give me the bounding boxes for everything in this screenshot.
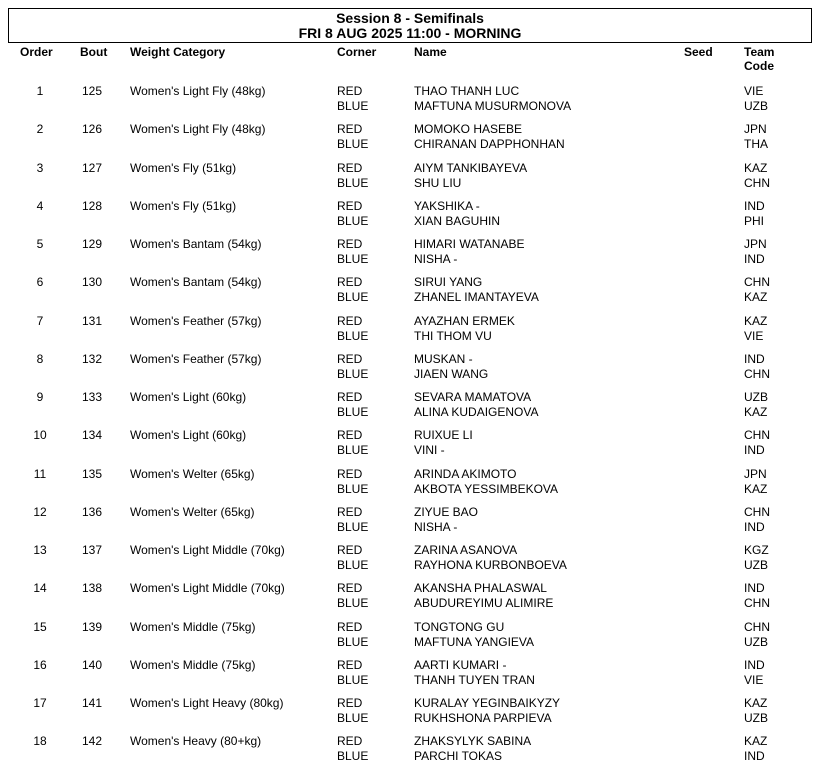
blue-boxer-name: ALINA KUDAIGENOVA (414, 405, 539, 419)
weight-category: Women's Light Middle (70kg) (130, 581, 285, 595)
header-weight-category: Weight Category (130, 45, 226, 59)
bout-number: 131 (81, 314, 103, 328)
header-seed: Seed (684, 45, 713, 59)
blue-team-code: CHN (744, 176, 770, 190)
order-cell: 8 (36, 352, 44, 366)
red-team-code: IND (744, 581, 765, 595)
blue-boxer-name: RUKHSHONA PARPIEVA (414, 711, 552, 725)
blue-team-code: KAZ (744, 405, 768, 419)
header-team-code: Team Code (744, 45, 775, 73)
order-cell: 2 (36, 122, 44, 136)
red-boxer-name: RUIXUE LI (414, 428, 473, 442)
blue-boxer-name: NISHA - (414, 252, 458, 266)
bout-number: 132 (81, 352, 103, 366)
blue-boxer-name: AKBOTA YESSIMBEKOVA (414, 482, 559, 496)
order-cell: 3 (36, 161, 44, 175)
session-date-line: FRI 8 AUG 2025 11:00 - MORNING (298, 25, 522, 41)
blue-corner-label: BLUE (337, 329, 369, 343)
blue-corner-label: BLUE (337, 367, 369, 381)
red-team-code: CHN (744, 505, 770, 519)
order-cell: 1 (36, 84, 44, 98)
order-cell: 9 (36, 390, 44, 404)
blue-corner-label: BLUE (337, 520, 369, 534)
weight-category: Women's Feather (57kg) (130, 352, 262, 366)
bout-number: 142 (81, 734, 103, 748)
red-boxer-name: SEVARA MAMATOVA (414, 390, 532, 404)
order-cell: 5 (36, 237, 44, 251)
blue-boxer-name: RAYHONA KURBONBOEVA (414, 558, 567, 572)
blue-team-code: IND (744, 520, 765, 534)
bout-number: 133 (81, 390, 103, 404)
bout-number: 125 (81, 84, 103, 98)
bout-number: 138 (81, 581, 103, 595)
order-cell: 10 (33, 428, 47, 442)
weight-category: Women's Fly (51kg) (130, 199, 237, 213)
red-boxer-name: ARINDA AKIMOTO (414, 467, 517, 481)
weight-category: Women's Bantam (54kg) (130, 237, 262, 251)
session-title: Session 8 - Semifinals (336, 10, 484, 26)
weight-category: Women's Welter (65kg) (130, 467, 255, 481)
blue-corner-label: BLUE (337, 99, 369, 113)
weight-category: Women's Welter (65kg) (130, 505, 255, 519)
blue-corner-label: BLUE (337, 137, 369, 151)
order-cell: 11 (33, 467, 47, 481)
blue-corner-label: BLUE (337, 596, 369, 610)
red-corner-label: RED (337, 734, 363, 748)
blue-team-code: IND (744, 749, 765, 763)
red-team-code: UZB (744, 390, 768, 404)
red-corner-label: RED (337, 275, 363, 289)
red-team-code: JPN (744, 467, 767, 481)
bout-number: 141 (81, 696, 103, 710)
weight-category: Women's Middle (75kg) (130, 658, 256, 672)
blue-team-code: UZB (744, 558, 768, 572)
weight-category: Women's Light (60kg) (130, 390, 247, 404)
blue-team-code: PHI (744, 214, 765, 228)
red-boxer-name: ZHAKSYLYK SABINA (414, 734, 532, 748)
order-cell: 16 (33, 658, 47, 672)
blue-team-code: IND (744, 252, 765, 266)
blue-boxer-name: XIAN BAGUHIN (414, 214, 501, 228)
bout-number: 127 (81, 161, 103, 175)
blue-team-code: UZB (744, 635, 768, 649)
red-corner-label: RED (337, 237, 363, 251)
blue-team-code: VIE (744, 673, 764, 687)
blue-boxer-name: PARCHI TOKAS (414, 749, 503, 763)
blue-corner-label: BLUE (337, 176, 369, 190)
bout-number: 128 (81, 199, 103, 213)
bout-number: 139 (81, 620, 103, 634)
blue-corner-label: BLUE (337, 749, 369, 763)
order-cell: 7 (36, 314, 44, 328)
header-bout: Bout (80, 45, 108, 59)
header-order: Order (20, 45, 53, 59)
blue-team-code: KAZ (744, 290, 768, 304)
blue-boxer-name: CHIRANAN DAPPHONHAN (414, 137, 565, 151)
blue-boxer-name: ABUDUREYIMU ALIMIRE (414, 596, 554, 610)
blue-team-code: VIE (744, 329, 764, 343)
red-boxer-name: AYAZHAN ERMEK (414, 314, 515, 328)
blue-boxer-name: MAFTUNA MUSURMONOVA (414, 99, 572, 113)
bout-number: 129 (81, 237, 103, 251)
order-cell: 4 (36, 199, 44, 213)
red-corner-label: RED (337, 122, 363, 136)
red-boxer-name: YAKSHIKA - (414, 199, 480, 213)
weight-category: Women's Feather (57kg) (130, 314, 262, 328)
blue-boxer-name: JIAEN WANG (414, 367, 489, 381)
header-corner: Corner (337, 45, 377, 59)
session-title-box (8, 8, 812, 43)
red-corner-label: RED (337, 696, 363, 710)
blue-corner-label: BLUE (337, 252, 369, 266)
blue-boxer-name: NISHA - (414, 520, 458, 534)
blue-corner-label: BLUE (337, 673, 369, 687)
red-corner-label: RED (337, 505, 363, 519)
order-cell: 13 (33, 543, 47, 557)
blue-corner-label: BLUE (337, 290, 369, 304)
bout-number: 135 (81, 467, 103, 481)
red-team-code: IND (744, 352, 765, 366)
red-team-code: CHN (744, 620, 770, 634)
blue-team-code: THA (744, 137, 768, 151)
red-corner-label: RED (337, 467, 363, 481)
weight-category: Women's Light Fly (48kg) (130, 84, 266, 98)
blue-corner-label: BLUE (337, 482, 369, 496)
red-team-code: KAZ (744, 696, 768, 710)
red-team-code: KAZ (744, 161, 768, 175)
blue-team-code: CHN (744, 367, 770, 381)
red-team-code: CHN (744, 428, 770, 442)
bout-number: 130 (81, 275, 103, 289)
blue-team-code: KAZ (744, 482, 768, 496)
weight-category: Women's Light Heavy (80kg) (130, 696, 284, 710)
red-boxer-name: MUSKAN - (414, 352, 473, 366)
red-team-code: IND (744, 199, 765, 213)
red-corner-label: RED (337, 620, 363, 634)
weight-category: Women's Light Middle (70kg) (130, 543, 285, 557)
blue-boxer-name: SHU LIU (414, 176, 462, 190)
red-boxer-name: AKANSHA PHALASWAL (414, 581, 547, 595)
weight-category: Women's Middle (75kg) (130, 620, 256, 634)
red-corner-label: RED (337, 84, 363, 98)
order-cell: 17 (33, 696, 47, 710)
blue-boxer-name: THI THOM VU (414, 329, 492, 343)
blue-team-code: UZB (744, 711, 768, 725)
blue-team-code: IND (744, 443, 765, 457)
red-team-code: CHN (744, 275, 770, 289)
blue-corner-label: BLUE (337, 558, 369, 572)
red-boxer-name: MOMOKO HASEBE (414, 122, 523, 136)
red-corner-label: RED (337, 428, 363, 442)
order-cell: 6 (36, 275, 44, 289)
red-corner-label: RED (337, 314, 363, 328)
red-corner-label: RED (337, 390, 363, 404)
blue-boxer-name: ZHANEL IMANTAYEVA (414, 290, 539, 304)
blue-corner-label: BLUE (337, 405, 369, 419)
blue-corner-label: BLUE (337, 214, 369, 228)
bout-number: 140 (81, 658, 103, 672)
bout-number: 134 (81, 428, 103, 442)
header-name: Name (414, 45, 447, 59)
weight-category: Women's Bantam (54kg) (130, 275, 262, 289)
bout-number: 137 (81, 543, 103, 557)
blue-corner-label: BLUE (337, 711, 369, 725)
red-corner-label: RED (337, 161, 363, 175)
red-boxer-name: AIYM TANKIBAYEVA (414, 161, 528, 175)
red-boxer-name: HIMARI WATANABE (414, 237, 525, 251)
red-corner-label: RED (337, 543, 363, 557)
red-corner-label: RED (337, 199, 363, 213)
red-team-code: IND (744, 658, 765, 672)
blue-corner-label: BLUE (337, 443, 369, 457)
red-boxer-name: SIRUI YANG (414, 275, 483, 289)
order-cell: 15 (33, 620, 47, 634)
red-team-code: KAZ (744, 734, 768, 748)
red-boxer-name: ZIYUE BAO (414, 505, 479, 519)
blue-team-code: CHN (744, 596, 770, 610)
red-boxer-name: ZARINA ASANOVA (414, 543, 518, 557)
red-corner-label: RED (337, 658, 363, 672)
blue-boxer-name: THANH TUYEN TRAN (414, 673, 535, 687)
red-team-code: JPN (744, 237, 767, 251)
blue-boxer-name: VINI - (414, 443, 445, 457)
red-boxer-name: AARTI KUMARI - (414, 658, 507, 672)
bout-number: 126 (81, 122, 103, 136)
red-corner-label: RED (337, 352, 363, 366)
blue-boxer-name: MAFTUNA YANGIEVA (414, 635, 535, 649)
red-team-code: KAZ (744, 314, 768, 328)
red-team-code: JPN (744, 122, 767, 136)
red-corner-label: RED (337, 581, 363, 595)
red-team-code: VIE (744, 84, 764, 98)
red-boxer-name: KURALAY YEGINBAIKYZY (414, 696, 561, 710)
red-team-code: KGZ (744, 543, 769, 557)
bout-number: 136 (81, 505, 103, 519)
weight-category: Women's Light Fly (48kg) (130, 122, 266, 136)
order-cell: 14 (33, 581, 47, 595)
weight-category: Women's Heavy (80+kg) (130, 734, 262, 748)
red-boxer-name: THAO THANH LUC (414, 84, 520, 98)
weight-category: Women's Light (60kg) (130, 428, 247, 442)
blue-corner-label: BLUE (337, 635, 369, 649)
order-cell: 12 (33, 505, 47, 519)
weight-category: Women's Fly (51kg) (130, 161, 237, 175)
red-boxer-name: TONGTONG GU (414, 620, 505, 634)
order-cell: 18 (33, 734, 47, 748)
blue-team-code: UZB (744, 99, 768, 113)
